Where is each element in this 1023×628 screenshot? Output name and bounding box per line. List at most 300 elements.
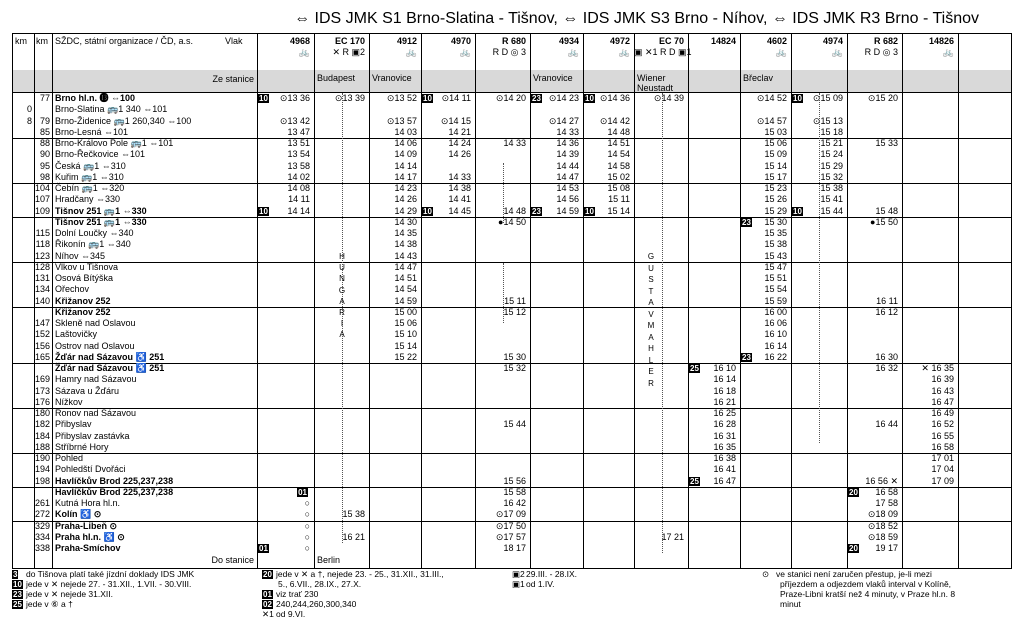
station-name: Praha-Smíchov <box>55 543 121 553</box>
time-value: 15 30 <box>764 216 787 227</box>
station-name: Kutná Hora hl.n. <box>55 498 121 508</box>
time-cell: 15 17 <box>764 171 787 182</box>
time-cell <box>584 206 630 216</box>
border-right <box>1011 33 1012 569</box>
row-km: 134 <box>34 284 50 295</box>
ze-stanice-label: Ze stanice <box>212 74 254 84</box>
vertical-letter: R <box>648 378 654 388</box>
time-cell: 14 33 <box>503 138 526 148</box>
train-number: 4602 <box>766 36 787 46</box>
time-cell: 16 14 <box>764 340 787 351</box>
train-col-line-10 <box>791 33 792 569</box>
time-cell: 16 52 <box>931 419 954 430</box>
time-cell: 14 48 <box>503 205 526 216</box>
time-cell: 16 28 <box>713 419 736 430</box>
train-col-line-7 <box>634 33 635 569</box>
time-cell: 16 39 <box>931 374 954 385</box>
time-cell: 14 24 <box>448 138 471 148</box>
time-cell: 17 01 <box>931 453 954 463</box>
vertical-letter: V <box>648 309 654 319</box>
station-name: Osová Bítýška <box>55 273 114 283</box>
time-cell: ⊙17 09 <box>495 509 526 520</box>
time-cell: 14 02 <box>287 171 310 182</box>
time-cell: 15 09 <box>764 149 787 160</box>
time-value: ⊙14 23 <box>548 93 579 103</box>
note-box: 10 <box>793 94 802 103</box>
time-cell: 14 09 <box>394 149 417 160</box>
station-name: Česká 🚌1 ⇔310 <box>55 160 126 171</box>
train-col-line-1 <box>314 33 315 569</box>
time-cell: 15 11 <box>504 295 526 306</box>
time-cell: ⊙14 15 <box>440 115 471 126</box>
row-km: 107 <box>34 194 50 205</box>
row-km: 128 <box>34 261 50 272</box>
train-symbols: R D ◎ 3 <box>492 47 526 57</box>
station-name: Praha-Libeň ⊙ <box>55 520 118 531</box>
vertical-letter: A <box>339 330 345 340</box>
row-km: 115 <box>35 228 50 238</box>
time-cell: ⊙13 52 <box>386 93 417 103</box>
vertical-letter: U <box>339 263 345 273</box>
time-cell: 14 58 <box>607 160 630 171</box>
row-km: 169 <box>34 374 50 385</box>
station-name: Stříbrné Hory <box>55 441 109 452</box>
train-number: 14824 <box>710 36 736 46</box>
station-name: Praha hl.n. ♿ ⊙ <box>55 531 125 542</box>
legend-item <box>512 580 555 590</box>
time-cell: 14 53 <box>556 183 579 193</box>
time-cell: 14 21 <box>448 126 471 137</box>
time-value: 15 44 <box>820 205 843 216</box>
time-cell: 14 54 <box>394 284 417 295</box>
train-symbols: ✕ R ▣2 <box>332 47 365 57</box>
legend-item <box>780 600 801 610</box>
time-cell: 14 48 <box>607 126 630 137</box>
vertical-letter: E <box>648 367 654 376</box>
time-cell: 15 14 <box>394 340 417 351</box>
time-cell: 15 02 <box>607 171 630 182</box>
time-cell: 14 29 <box>394 205 417 216</box>
note-box: 25 <box>690 476 699 486</box>
time-cell: 13 47 <box>287 126 310 137</box>
station-name: Brno-Lesná ⇔101 <box>55 126 129 137</box>
time-cell: 14 14 <box>394 160 417 171</box>
time-cell: 15 48 <box>875 205 898 216</box>
time-cell: 15 30 <box>503 351 526 362</box>
time-cell: 17 09 <box>931 475 954 486</box>
time-cell: 16 06 <box>764 318 787 328</box>
row-km: 184 <box>34 430 50 441</box>
vertical-letter: M <box>647 321 655 330</box>
vertical-letter: S <box>648 275 654 284</box>
train-symbols: 🚲 <box>775 47 787 57</box>
legend-text: viz trať 230 <box>276 589 319 599</box>
time-cell: 15 33 <box>875 138 898 148</box>
train-number: 4970 <box>450 36 471 46</box>
station-name: Ostrov nad Oslavou <box>55 340 135 351</box>
station-name: Pohledští Dvořáci <box>55 464 126 475</box>
time-cell: ⊙17 57 <box>495 531 526 542</box>
time-cell: 15 32 <box>503 363 526 373</box>
station-name: Laštovičky <box>55 329 98 340</box>
time-cell: 16 41 <box>713 464 736 475</box>
time-cell: 16 11 <box>876 295 898 306</box>
station-name: Hamry nad Sázavou <box>55 374 137 385</box>
time-cell: 15 06 <box>764 138 787 148</box>
time-cell: 17 21 <box>661 531 684 542</box>
legend-symbol: 23 <box>13 590 22 599</box>
vertical-letter: G <box>647 252 655 261</box>
row-km: 95 <box>39 160 50 171</box>
train-col-line-12 <box>902 33 903 569</box>
through-line <box>819 93 821 443</box>
time-cell: ○ <box>304 509 310 520</box>
train-col-line-3 <box>421 33 422 569</box>
vertical-letter: T <box>648 286 654 296</box>
train-origin: Břeclav <box>743 73 774 83</box>
station-name: Dolní Loučky ⇔340 <box>55 228 134 238</box>
time-cell: 15 35 <box>764 228 787 238</box>
row-km: 334 <box>34 531 50 542</box>
time-cell: 17 04 <box>931 464 954 475</box>
train-symbols: 🚲 <box>459 47 471 57</box>
time-cell: 14 17 <box>394 171 417 182</box>
time-cell: 15 08 <box>607 183 630 193</box>
legend-text: Praze-Libni kratší než 4 minuty, v Praze hl.n. 8 <box>780 589 956 599</box>
time-cell: 16 00 <box>764 306 787 317</box>
time-cell: ⊙13 39 <box>334 93 365 103</box>
time-cell: ⊙14 52 <box>756 93 787 103</box>
legend-symbol: ✕1 <box>262 609 274 619</box>
station-name: Nížkov <box>55 396 83 407</box>
time-cell: 16 38 <box>713 453 736 463</box>
time-cell: 14 06 <box>394 138 417 148</box>
time-cell: 13 54 <box>287 149 310 160</box>
station-name: Tišnov 251 🚌1 ⇔330 <box>55 216 147 227</box>
note-box: 20 <box>849 544 858 553</box>
row-separator <box>12 262 1012 263</box>
train-number: R 682 <box>873 36 898 46</box>
time-value: 19 17 <box>875 543 898 553</box>
row-km: 194 <box>34 464 50 475</box>
time-cell: 15 29 <box>820 160 843 171</box>
time-cell: 15 22 <box>394 351 417 362</box>
time-cell: ○ <box>304 531 310 542</box>
vertical-letter: R <box>339 308 345 317</box>
legend-symbol: ▣1 <box>512 579 525 589</box>
time-cell: 15 26 <box>764 194 787 205</box>
note-box: 10 <box>793 206 802 216</box>
row-km: 190 <box>34 453 50 463</box>
train-col-line-13 <box>958 33 959 569</box>
station-name: Přibyslav zastávka <box>55 430 130 441</box>
time-cell: 15 10 <box>394 329 417 340</box>
time-cell <box>258 487 310 497</box>
train-symbols: 🚲 <box>405 47 417 57</box>
time-cell: ⊙15 20 <box>867 93 898 103</box>
time-cell: 15 24 <box>820 149 843 160</box>
time-cell: 16 14 <box>713 374 736 385</box>
station-name: Brno hl.n. ⓭ ⇔100 <box>55 93 136 103</box>
time-cell: 14 59 <box>394 295 417 306</box>
row-km2: 0 <box>26 104 32 115</box>
legend-text: 29.III. - 28.IX. <box>526 569 578 579</box>
time-value: 16 22 <box>764 351 787 362</box>
vertical-letter: A <box>648 298 654 307</box>
legend-item <box>262 610 305 620</box>
legend-text: minut <box>780 599 801 609</box>
time-cell: 16 18 <box>713 385 736 396</box>
row-km: 147 <box>34 318 50 328</box>
row-km: 165 <box>34 351 50 362</box>
legend-symbol: ⊙ <box>762 569 770 579</box>
station-name: Skleně nad Oslavou <box>55 318 136 328</box>
time-cell: ⊙13 42 <box>279 115 310 126</box>
time-cell: 16 55 <box>931 430 954 441</box>
time-cell: 16 10 <box>764 329 787 340</box>
time-cell: 16 12 <box>875 306 898 317</box>
km2-header: km <box>36 36 48 46</box>
time-cell: ⊙14 39 <box>653 93 684 103</box>
time-cell: 14 33 <box>448 171 471 182</box>
time-cell <box>741 217 787 227</box>
time-cell: 14 54 <box>607 149 630 160</box>
time-cell: 16 44 <box>875 419 898 430</box>
row-km: 118 <box>35 239 50 250</box>
time-cell: 14 56 <box>556 194 579 205</box>
row-km: 140 <box>34 295 50 306</box>
time-cell: 14 03 <box>394 126 417 137</box>
row-km: 198 <box>34 475 50 486</box>
row-km: 77 <box>39 93 50 103</box>
through-line <box>662 93 664 553</box>
row-km: 79 <box>39 115 50 126</box>
time-cell: 15 41 <box>820 194 843 205</box>
time-cell: ⊙14 20 <box>495 93 526 103</box>
time-cell: 14 26 <box>448 149 471 160</box>
time-cell: ⊙14 57 <box>756 115 787 126</box>
time-cell: 14 51 <box>607 138 630 148</box>
time-value: 15 14 <box>607 205 630 216</box>
station-name: Křižanov 252 <box>55 295 111 306</box>
train-origin: Wiener Neustadt <box>637 73 674 93</box>
time-cell: 15 44 <box>503 419 526 430</box>
station-name: Pohled <box>55 453 84 463</box>
train-symbols: 🚲 <box>618 47 630 57</box>
vertical-letter: L <box>648 355 654 365</box>
time-cell: 15 43 <box>764 250 787 261</box>
row-km: 338 <box>34 543 50 553</box>
legend-text: jede v ✕ nejede 31.XII. <box>26 589 113 599</box>
page-title: ⇔ IDS JMK S1 Brno-Slatina - Tišnov, ⇔ IDS JMK S3 Brno - Níhov, ⇔ IDS JMK R3 Brno - Tišnov <box>294 10 979 27</box>
station-name: Žďár nad Sázavou ♿ 251 <box>55 363 165 373</box>
station-name: Čebín 🚌1 ⇔320 <box>55 183 125 193</box>
time-cell: 15 03 <box>764 126 787 137</box>
time-value: ⊙13 36 <box>279 93 310 103</box>
time-cell <box>422 206 471 216</box>
time-value: ⊙15 09 <box>812 93 843 103</box>
row-km2: 8 <box>26 115 32 126</box>
vertical-letter: I <box>340 319 344 329</box>
time-cell: 15 58 <box>503 486 526 497</box>
train-origin: Vranovice <box>533 73 573 83</box>
time-cell: ⊙18 52 <box>867 520 898 531</box>
time-cell <box>531 206 579 216</box>
vertical-letter: A <box>648 332 654 342</box>
time-cell: 16 21 <box>713 396 736 407</box>
train-number: 4968 <box>289 36 310 46</box>
note-box: 10 <box>585 94 594 103</box>
station-name: Brno-Slatina 🚌1 340 ⇔101 <box>55 104 168 115</box>
time-cell <box>258 543 310 553</box>
time-cell: 15 59 <box>764 295 787 306</box>
vertical-letter: G <box>338 285 346 295</box>
vertical-letter: A <box>339 296 345 306</box>
time-cell: 16 42 <box>503 498 526 508</box>
legend-symbol: 20 <box>263 570 272 579</box>
row-km: 176 <box>34 396 50 407</box>
vertical-letter: H <box>648 344 654 353</box>
row-km: 152 <box>34 329 50 340</box>
time-cell: 16 30 <box>875 351 898 362</box>
train-number: 4934 <box>558 36 579 46</box>
time-cell: 15 47 <box>764 261 787 272</box>
train-number: EC 170 <box>334 36 365 46</box>
station-name: Hradčany ⇔330 <box>55 194 121 205</box>
time-value: ○ <box>304 543 310 553</box>
time-cell: 15 18 <box>820 126 843 137</box>
station-name: Níhov ⇔345 <box>55 250 106 261</box>
time-cell: 15 21 <box>820 138 843 148</box>
time-value: 16 10 <box>713 363 736 373</box>
legend-symbol: 25 <box>13 600 22 609</box>
train-col-line-8 <box>688 33 689 569</box>
time-cell: 14 30 <box>394 216 417 227</box>
timetable <box>12 33 1012 569</box>
time-value: 14 45 <box>448 205 471 216</box>
time-cell: 14 51 <box>394 273 417 283</box>
legend-text: do Tišnova platí také jízdní doklady IDS JMK <box>26 569 195 579</box>
time-cell: 14 11 <box>288 194 310 205</box>
time-cell: 15 12 <box>503 306 526 317</box>
time-cell: 14 38 <box>448 183 471 193</box>
station-name: Přibyslav <box>55 419 92 430</box>
legend-text: 5., 6.VII., 28.IX., 27.X. <box>278 579 362 589</box>
time-value: 16 58 <box>875 486 898 497</box>
note-box: 10 <box>259 206 268 216</box>
row-km: 261 <box>34 498 50 508</box>
train-symbols: 🚲 <box>298 47 310 57</box>
time-cell: ⊙13 57 <box>386 115 417 126</box>
time-value: 14 14 <box>287 205 310 216</box>
row-km: 156 <box>34 340 50 351</box>
time-cell: 15 38 <box>820 183 843 193</box>
time-cell: ⊙18 59 <box>867 531 898 542</box>
row-km: 85 <box>39 126 50 137</box>
time-cell: 14 36 <box>556 138 579 148</box>
legend-symbol: 10 <box>13 580 22 589</box>
station-name: Brno-Židenice 🚌1 260,340 ⇔100 <box>55 115 192 126</box>
time-cell: ○ <box>304 520 310 531</box>
note-box: 10 <box>423 94 432 103</box>
time-cell: 14 23 <box>394 183 417 193</box>
through-line <box>503 263 505 323</box>
train-number: R 680 <box>501 36 526 46</box>
train-number: EC 70 <box>658 36 684 46</box>
row-separator <box>12 453 1012 454</box>
train-symbols: 🚲 <box>831 47 843 57</box>
note-box: 25 <box>690 364 699 373</box>
legend-text: jede v ✕ nejede 27. - 31.XII., 1.VII. - 30.VIII. <box>26 579 192 589</box>
station-name: Řikonín 🚌1 ⇔340 <box>55 239 131 250</box>
vertical-letter: N <box>339 274 345 284</box>
time-cell: 18 17 <box>503 543 526 553</box>
time-cell: 16 32 <box>875 363 898 373</box>
time-cell: 14 38 <box>394 239 417 250</box>
row-km: 98 <box>39 171 50 182</box>
time-cell: 15 23 <box>764 183 787 193</box>
row-km: 109 <box>34 205 50 216</box>
time-cell: 15 54 <box>764 284 787 295</box>
time-cell: 16 31 <box>713 430 736 441</box>
row-km: 88 <box>39 138 50 148</box>
legend-text: od 9.VI. <box>276 609 306 619</box>
time-cell <box>792 206 843 216</box>
time-cell: ⊙17 50 <box>495 520 526 531</box>
legend-text: příjezdem a odjezdem vlaků interval v Kolíně, <box>780 579 952 589</box>
time-cell: 15 14 <box>764 160 787 171</box>
time-cell: 14 47 <box>394 261 417 272</box>
row-km: 104 <box>34 183 50 193</box>
train-number: 14826 <box>928 36 954 46</box>
time-cell: 17 58 <box>875 498 898 508</box>
row-separator <box>12 183 1012 184</box>
train-col-line-5 <box>530 33 531 569</box>
row-km: 272 <box>34 509 50 520</box>
note-box: 23 <box>742 352 751 362</box>
time-cell: 14 35 <box>394 228 417 238</box>
time-cell: ●14 50 <box>498 216 526 227</box>
time-cell: 15 56 <box>503 475 526 486</box>
time-cell: 13 51 <box>287 138 310 148</box>
station-name: Havlíčkův Brod 225,237,238 <box>55 486 174 497</box>
train-symbols: ▣ ✕1 R D ▣1 <box>634 47 692 57</box>
train-number: 4912 <box>396 36 417 46</box>
time-cell <box>258 93 310 103</box>
time-cell: 14 39 <box>556 149 579 160</box>
legend-text: jede v ✕ a †, nejede 23. - 25., 31.XII., 31.III., <box>276 569 444 579</box>
time-cell: 15 38 <box>764 239 787 250</box>
time-cell <box>689 363 736 373</box>
note-box: 01 <box>259 544 268 553</box>
legend-text: ve stanici není zaručen přestup, je-li mezi <box>776 569 932 579</box>
legend-item <box>780 590 955 600</box>
station-name: Sázava u Žďáru <box>55 385 120 396</box>
time-cell: 16 21 <box>342 531 365 542</box>
row-km: 188 <box>34 441 50 452</box>
time-cell: 15 06 <box>394 318 417 328</box>
time-cell: 15 00 <box>394 306 417 317</box>
station-name: Tišnov 251 🚌1 ⇔330 <box>55 205 147 216</box>
legend-text: jede v ⑥ a † <box>26 599 73 609</box>
time-cell: ⊙14 42 <box>599 115 630 126</box>
legend-symbol: 01 <box>263 590 272 599</box>
train-destination: Berlin <box>317 555 341 565</box>
row-km: 173 <box>34 385 50 396</box>
train-symbols: 🚲 <box>942 47 954 57</box>
time-cell: 16 49 <box>931 408 954 418</box>
do-stanice-label: Do stanice <box>211 555 254 565</box>
